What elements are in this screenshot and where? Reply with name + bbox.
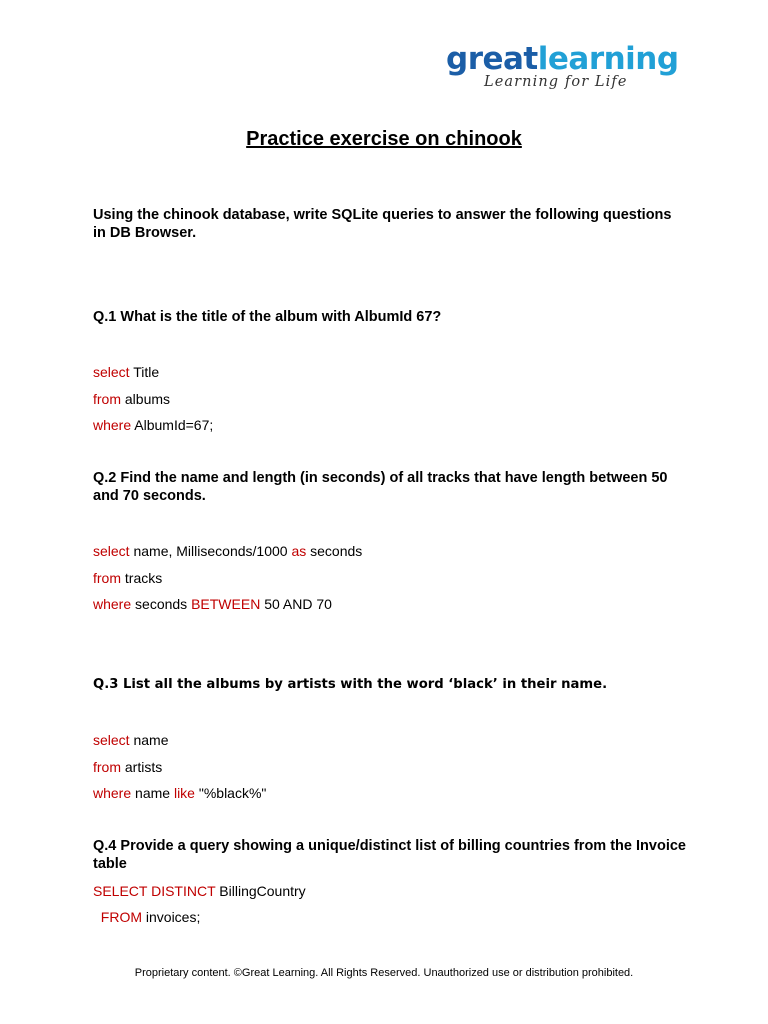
sql-keyword: as (291, 543, 307, 559)
code-line (93, 731, 683, 749)
code-line (93, 363, 683, 381)
sql-keyword: from (93, 391, 121, 407)
code-line (93, 390, 683, 408)
intro-text: Using the chinook database, write SQLite queries to answer the following questions in DB Browser. (93, 207, 672, 241)
sql-indent (93, 909, 101, 925)
sql-keyword: select (93, 732, 130, 748)
code-line (93, 542, 683, 560)
question-3: Q.3 List all the albums by artists with the word ‘black’ in their name. (93, 677, 608, 692)
sql-text: name, Milliseconds/1000 (129, 543, 292, 559)
sql-text: tracks (121, 570, 163, 586)
footer-notice: Proprietary content. ©Great Learning. All Rights Reserved. Unauthorized use or distribution prohibited. (134, 967, 634, 979)
sql-keyword: FROM (100, 909, 142, 925)
sql-text: name (131, 785, 174, 801)
sql-keyword: where (93, 596, 132, 612)
greatlearning-logo (446, 41, 679, 90)
sql-text: 50 AND 70 (260, 596, 332, 612)
sql-text: artists (121, 759, 163, 775)
sql-text: BillingCountry (215, 883, 306, 899)
sql-keyword: BETWEEN (191, 596, 261, 612)
page-title: Practice exercise on chinook (246, 128, 522, 150)
code-line (93, 908, 683, 926)
sql-keyword: from (93, 759, 121, 775)
sql-text: "%black%" (194, 785, 267, 801)
sql-keyword: like (173, 785, 195, 801)
sql-text: name (129, 732, 169, 748)
sql-text: seconds (306, 543, 363, 559)
logo-tagline: Learning for Life (484, 74, 628, 90)
sql-text: seconds (131, 596, 192, 612)
question-2: Q.2 Find the name and length (in seconds) of all tracks that have length between 50 and 70 seconds. (93, 470, 668, 504)
sql-keyword: from (93, 570, 121, 586)
question-4: Q.4 Provide a query showing a unique/distinct list of billing countries from the Invoice table (93, 838, 686, 872)
logo-learning: learning (537, 41, 679, 77)
code-line (93, 882, 683, 900)
sql-text: AlbumId=67; (131, 417, 214, 433)
sql-keyword: select (93, 364, 130, 380)
sql-text: invoices; (142, 909, 201, 925)
logo-great: great (446, 41, 538, 77)
logo-wordmark (446, 41, 679, 77)
sql-text: albums (121, 391, 171, 407)
sql-keyword: SELECT DISTINCT (93, 883, 216, 899)
code-line (93, 569, 683, 587)
code-line (93, 416, 683, 434)
code-line (93, 595, 683, 613)
sql-text: Title (129, 364, 160, 380)
sql-keyword: select (93, 543, 130, 559)
sql-keyword: where (93, 785, 132, 801)
code-line (93, 784, 683, 802)
code-line (93, 758, 683, 776)
sql-keyword: where (93, 417, 132, 433)
question-1: Q.1 What is the title of the album with AlbumId 67? (93, 309, 442, 325)
